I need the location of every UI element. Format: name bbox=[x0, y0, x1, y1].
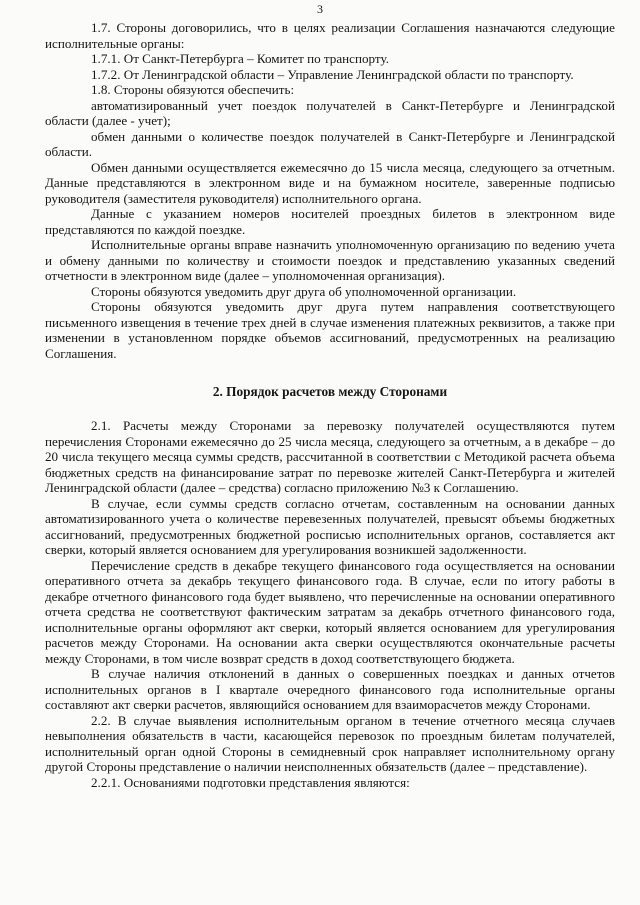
paragraph: 1.7. Стороны договорились, что в целях реализации Соглашения назначаются следующие исполнительные органы: bbox=[45, 20, 615, 51]
section-2 bbox=[45, 418, 615, 790]
paragraph: Перечисление средств в декабре текущего финансового года осуществляется на основании оперативного отчета за декабрь текущего финансового года. В случае, если по итогу работы в декабре отчетного финансового года будет выявлено, что перечисленные на основании оперативного отчета средства не соответствуют фактическим затратам за декабрь отчетного финансового года, исполнительные органы оформляют акт сверки, который является основанием для урегулирования расчетов между Сторонами. На основании акта сверки осуществляются окончательные расчеты между Сторонами, в том числе возврат средств в доход соответствующего бюджета. bbox=[45, 557, 615, 666]
paragraph: 1.7.2. От Ленинградской области – Управление Ленинградской области по транспорту. bbox=[91, 66, 574, 82]
section-1 bbox=[45, 20, 615, 361]
page-number: 3 bbox=[317, 2, 323, 16]
paragraph: Данные с указанием номеров носителей проездных билетов в электронном виде представляются по каждой поездке. bbox=[45, 206, 615, 237]
paragraph: обмен данными о количестве поездок получателей в Санкт-Петербурге и Ленинградской области. bbox=[45, 128, 615, 159]
paragraph: автоматизированный учет поездок получателей в Санкт-Петербурге и Ленинградской области (далее - учет); bbox=[45, 97, 615, 128]
paragraph: Исполнительные органы вправе назначить уполномоченную организацию по ведению учета и обмену данными по количеству и стоимости поездок и представлению указанных сведений отчетности в электронном виде (далее – уполномоченная организация). bbox=[45, 237, 615, 283]
section-2-heading: 2. Порядок расчетов между Сторонами bbox=[212, 384, 448, 399]
paragraph: 2.2. В случае выявления исполнительным органом в течение отчетного месяца случаев невыполнения обязательств в части, касающейся перевозок по проездным билетам получателей, исполнительный орган одной Стороны в семидневный срок направляет исполнительному органу другой Стороны представление о наличии неисполненных обязательств (далее – представление). bbox=[45, 712, 615, 774]
paragraph: 2.2.1. Основаниями подготовки представления являются: bbox=[91, 774, 410, 790]
paragraph: Стороны обязуются уведомить друг друга об уполномоченной организации. bbox=[91, 283, 517, 299]
paragraph: 1.8. Стороны обязуются обеспечить: bbox=[91, 82, 295, 97]
paragraph: Обмен данными осуществляется ежемесячно до 15 числа месяца, следующего за отчетным. Данные представляются в электронном виде и на бумажном носителе, заверенные подписью руководителя (заместителя руководителя) исполнительного органа. bbox=[45, 159, 615, 206]
paragraph: Стороны обязуются уведомить друг друга путем направления соответствующего письменного извещения в течение трех дней в случае изменения платежных реквизитов, а также при изменении в установленном порядке объемов ассигнований, предусмотренных на реализацию Соглашения. bbox=[45, 299, 615, 361]
paragraph: 1.7.1. От Санкт-Петербурга – Комитет по транспорту. bbox=[91, 51, 389, 66]
paragraph: В случае наличия отклонений в данных о совершенных поездках и данных отчетов исполнительных органов в I квартале очередного финансового года исполнительные органы составляют акт сверки расчетов, являющийся основанием для взаиморасчетов между Сторонами. bbox=[45, 666, 615, 712]
paragraph: 2.1. Расчеты между Сторонами за перевозку получателей осуществляются путем перечисления Сторонами ежемесячно до 25 числа месяца, следующего за отчетным, а в декабре – до 20 числа текущего месяца суммы средств, рассчитанной в соответствии с Методикой расчета объема бюджетных средств на финансирование затрат по перевозке жителей Санкт-Петербурга и жителей Ленинградской области (далее – средства) согласно приложению №3 к Соглашению. bbox=[45, 418, 615, 495]
document-body bbox=[45, 20, 615, 790]
paragraph: В случае, если суммы средств согласно отчетам, составленным на основании данных автоматизированного учета о количестве перевезенных получателей, превысят объемы бюджетных ассигнований, предусмотренных бюджетной росписью исполнительных органов, составляется акт сверки, который является основанием для урегулирования возникшей задолженности. bbox=[45, 495, 615, 557]
